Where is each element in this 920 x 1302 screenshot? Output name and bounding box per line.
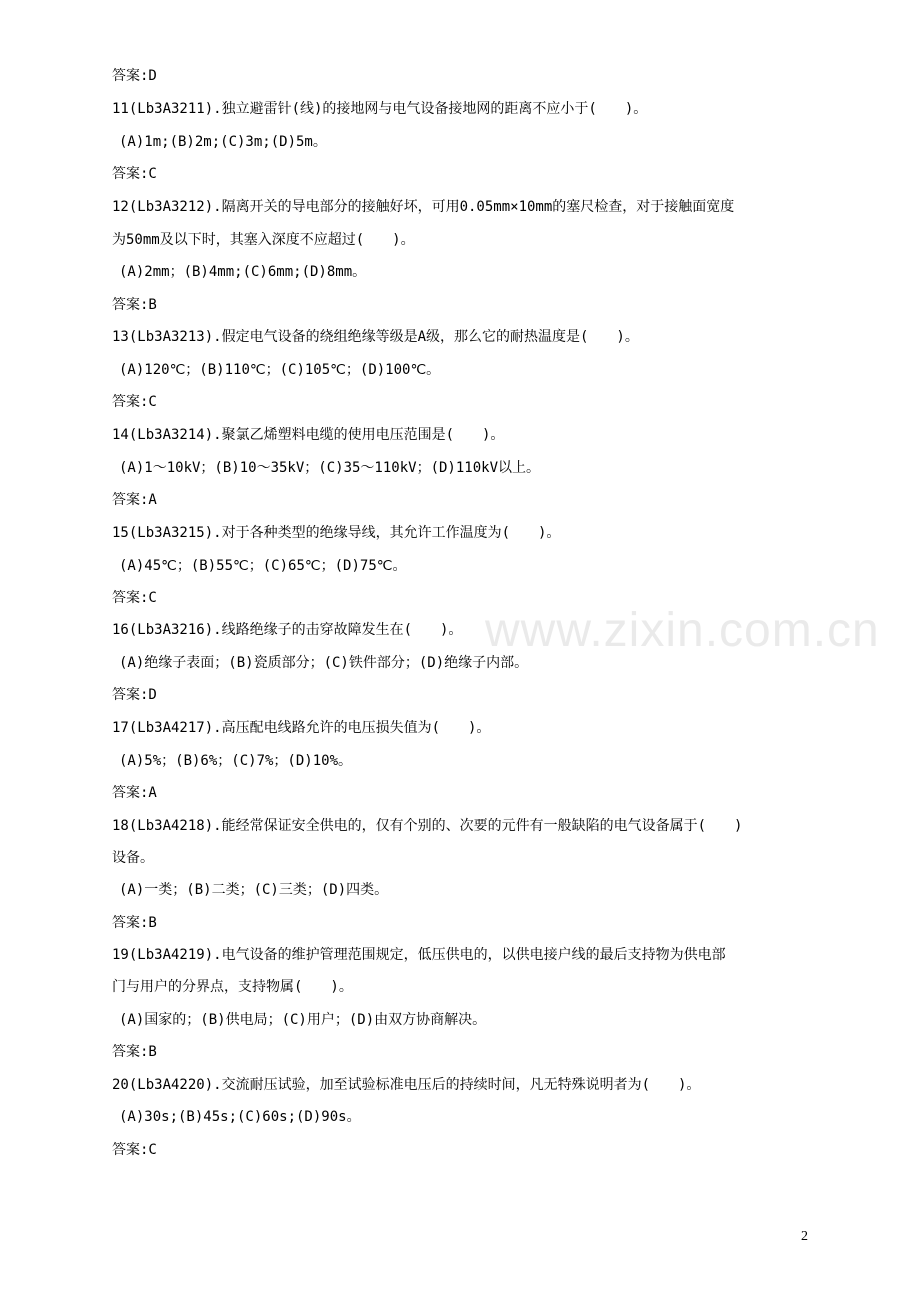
options-12: (A)2mm；(B)4mm;(C)6mm;(D)8mm。 [119,264,367,280]
options-15: (A)45℃；(B)55℃；(C)65℃；(D)75℃。 [119,558,407,574]
question-13: 13(Lb3A3213).假定电气设备的绕组绝缘等级是A级，那么它的耐热温度是( )。 [112,329,639,345]
question-12: 12(Lb3A3212).隔离开关的导电部分的接触好坏，可用0.05mm×10mm的塞尺检查，对于接触面宽度 [112,199,735,215]
question-15: 15(Lb3A3215).对于各种类型的绝缘导线，其允许工作温度为( )。 [112,525,561,541]
answer-line: 答案:C [112,394,157,410]
question-18-cont: 设备。 [112,850,154,866]
answer-line: 答案:B [112,915,157,931]
answer-line: 答案:A [112,785,157,801]
question-19-cont: 门与用户的分界点，支持物属( )。 [112,979,353,995]
options-18: (A)一类；(B)二类；(C)三类；(D)四类。 [119,882,389,898]
question-19: 19(Lb3A4219).电气设备的维护管理范围规定，低压供电的，以供电接户线的最后支持物为供电部 [112,947,726,963]
options-20: (A)30s;(B)45s;(C)60s;(D)90s。 [119,1109,361,1125]
question-18: 18(Lb3A4218).能经常保证安全供电的，仅有个别的、次要的元件有一般缺陷的电气设备属于( ) [112,818,743,834]
question-17: 17(Lb3A4217).高压配电线路允许的电压损失值为( )。 [112,720,491,736]
question-12-cont: 为50mm及以下时，其塞入深度不应超过( )。 [112,232,415,248]
question-16: 16(Lb3A3216).线路绝缘子的击穿故障发生在( )。 [112,622,463,638]
question-20: 20(Lb3A4220).交流耐压试验，加至试验标准电压后的持续时间，凡无特殊说明者为( )。 [112,1077,701,1093]
question-14: 14(Lb3A3214).聚氯乙烯塑料电缆的使用电压范围是( )。 [112,427,505,443]
options-13: (A)120℃；(B)110℃；(C)105℃；(D)100℃。 [119,362,441,378]
answer-line: 答案:A [112,492,157,508]
answer-line: 答案:C [112,590,157,606]
options-17: (A)5%；(B)6%；(C)7%；(D)10%。 [119,753,353,769]
answer-line: 答案:D [112,687,157,703]
answer-line: 答案:D [112,68,157,84]
options-19: (A)国家的；(B)供电局；(C)用户；(D)由双方协商解决。 [119,1012,487,1028]
options-11: (A)1m;(B)2m;(C)3m;(D)5m。 [119,134,327,150]
options-14: (A)1～10kV；(B)10～35kV；(C)35～110kV；(D)110kV以上。 [119,460,541,476]
answer-line: 答案:C [112,1142,157,1158]
options-16: (A)绝缘子表面；(B)瓷质部分；(C)铁件部分；(D)绝缘子内部。 [119,655,529,671]
answer-line: 答案:B [112,1044,157,1060]
answer-line: 答案:C [112,166,157,182]
answer-line: 答案:B [112,297,157,313]
page-number: 2 [801,1229,808,1244]
question-11: 11(Lb3A3211).独立避雷针(线)的接地网与电气设备接地网的距离不应小于( )。 [112,101,648,117]
watermark: www.zixin.com.cn [485,604,880,657]
